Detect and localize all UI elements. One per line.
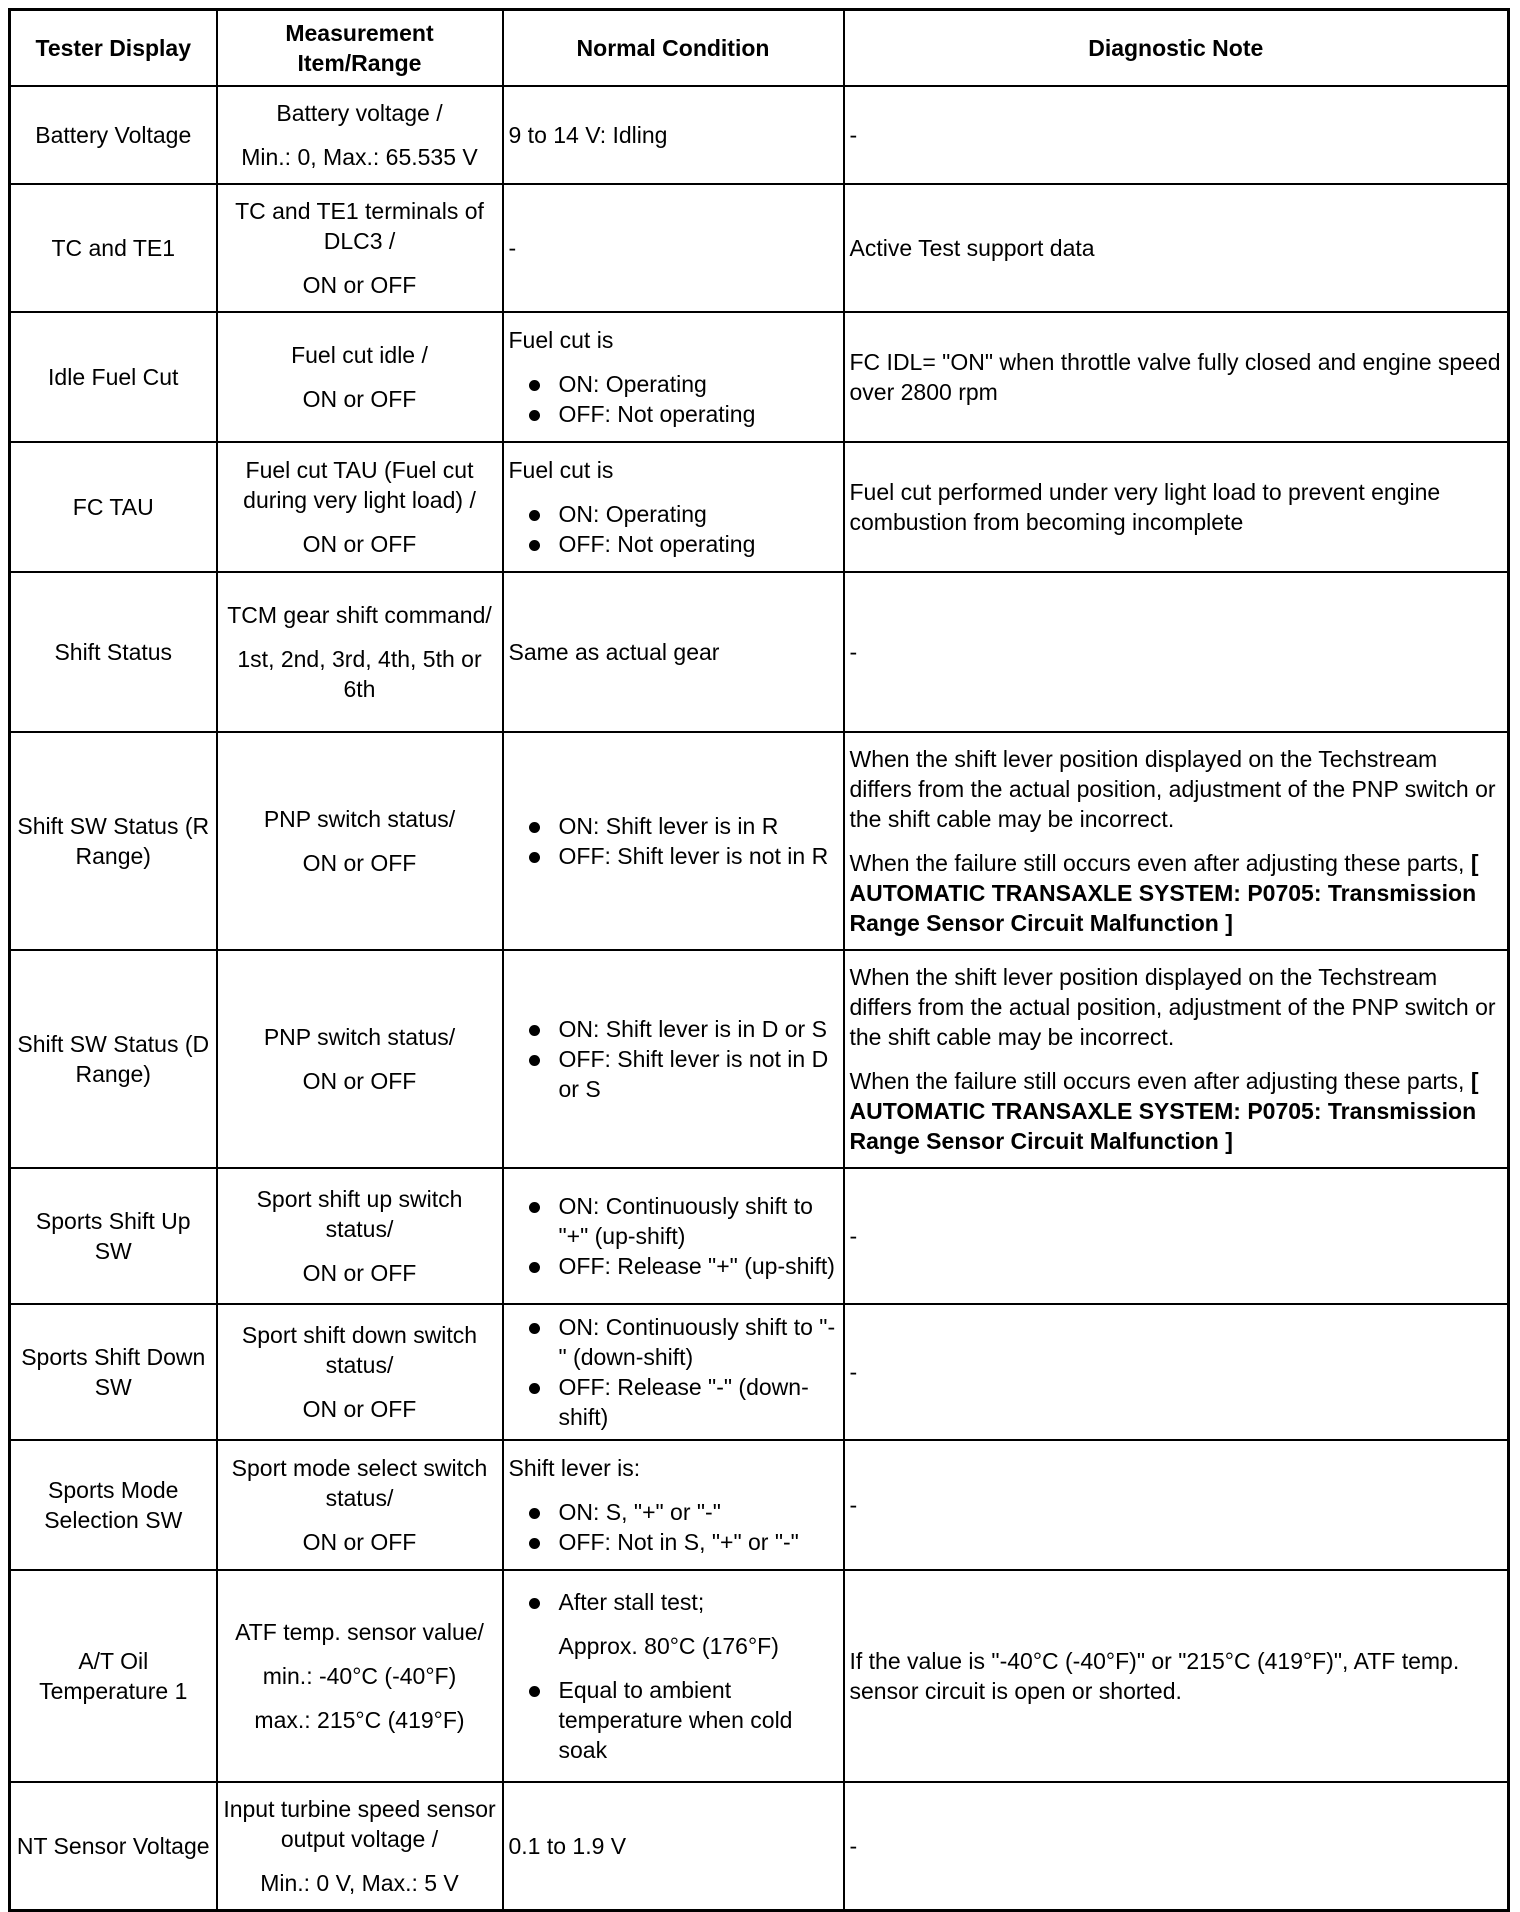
measurement-line: ATF temp. sensor value/ [235,1619,484,1645]
normal-bullet-list [509,1587,838,1617]
normal-condition-cell [503,442,844,572]
measurement-cell [217,86,503,184]
list-item: ON: Continuously shift to "-" (down-shift) [509,1312,838,1372]
list-item: ON: Shift lever is in D or S [509,1014,838,1044]
tester-display-cell: Sports Shift Up SW [10,1168,217,1304]
table-row [10,1570,1509,1782]
table-header-row [10,10,1509,87]
tester-display-cell: Shift Status [10,572,217,732]
diagnostic-note-cell: Fuel cut performed under very light load to prevent engine combustion from becoming incomplete [844,442,1509,572]
list-item: Equal to ambient temperature when cold soak [509,1675,838,1765]
list-item: ON: S, "+" or "-" [509,1497,838,1527]
list-item: ON: Shift lever is in R [509,811,838,841]
diagnostic-note-cell: - [844,1304,1509,1440]
tester-display-cell: A/T Oil Temperature 1 [10,1570,217,1782]
normal-intro: Fuel cut is [508,327,614,353]
normal-condition-cell [503,1440,844,1570]
diagnostic-note-cell: - [844,1440,1509,1570]
normal-condition-cell [503,732,844,950]
list-item: OFF: Release "+" (up-shift) [509,1251,838,1281]
list-item: OFF: Release "-" (down-shift) [509,1372,838,1432]
measurement-range: ON or OFF [302,386,417,412]
tester-display-cell: Idle Fuel Cut [10,312,217,442]
normal-bullet-list [509,1675,838,1765]
table-row [10,184,1509,312]
list-item: ON: Operating [509,499,838,529]
measurement-range: ON or OFF [302,1260,417,1286]
measurement-line: TC and TE1 terminals of DLC3 / [235,198,484,254]
measurement-max: max.: 215°C (419°F) [254,1707,465,1733]
diagnostic-note-cell: - [844,572,1509,732]
measurement-cell [217,1570,503,1782]
note-paragraph: When the shift lever position displayed on the Techstream differs from the actual position, adjustment of the PNP switch or the shift cable may be incorrect. [849,964,1496,1050]
header-diagnostic-note: Diagnostic Note [844,10,1509,87]
normal-bullet-list [509,369,838,429]
tester-display-cell: Sports Mode Selection SW [10,1440,217,1570]
normal-intro: Shift lever is: [508,1455,641,1481]
tester-display-cell: NT Sensor Voltage [10,1782,217,1910]
measurement-range: ON or OFF [302,1068,417,1094]
list-item: ON: Continuously shift to "+" (up-shift) [509,1191,838,1251]
measurement-cell [217,1440,503,1570]
measurement-line: PNP switch status/ [263,806,456,832]
normal-bullet-list [509,499,838,559]
tester-display-cell: TC and TE1 [10,184,217,312]
measurement-range: ON or OFF [302,1396,417,1422]
measurement-cell [217,1304,503,1440]
measurement-cell [217,1782,503,1910]
measurement-line: Battery voltage / [276,100,443,126]
measurement-cell [217,732,503,950]
tester-display-cell: Sports Shift Down SW [10,1304,217,1440]
diagnostic-note-cell: If the value is "-40°C (-40°F)" or "215°C (419°F)", ATF temp. sensor circuit is open or shorted. [844,1570,1509,1782]
normal-condition-cell: 0.1 to 1.9 V [503,1782,844,1910]
measurement-cell [217,572,503,732]
measurement-line: Sport shift up switch status/ [256,1186,463,1242]
normal-bullet-list [509,811,838,871]
normal-bullet-list [509,1191,838,1281]
measurement-cell [217,442,503,572]
table-row [10,312,1509,442]
measurement-range: ON or OFF [302,531,417,557]
measurement-range: 1st, 2nd, 3rd, 4th, 5th or 6th [237,646,482,702]
measurement-line: TCM gear shift command/ [227,602,492,628]
table-row [10,572,1509,732]
diagnostic-note-cell: - [844,1782,1509,1910]
note-reference-link[interactable]: [ AUTOMATIC TRANSAXLE SYSTEM: P0705: Transmission Range Sensor Circuit Malfunction ] [849,850,1479,936]
list-item: ON: Operating [509,369,838,399]
table-row [10,1782,1509,1910]
normal-sub-value: Approx. 80°C (176°F) [558,1633,779,1659]
normal-condition-cell [503,950,844,1168]
note-paragraph: When the failure still occurs even after adjusting these parts, [849,1068,1471,1094]
measurement-range: ON or OFF [302,1529,417,1555]
normal-condition-cell [503,1304,844,1440]
note-paragraph: When the failure still occurs even after adjusting these parts, [849,850,1471,876]
table-row [10,1304,1509,1440]
table-row [10,1440,1509,1570]
measurement-cell [217,312,503,442]
measurement-range: ON or OFF [302,850,417,876]
measurement-cell [217,950,503,1168]
measurement-range: Min.: 0 V, Max.: 5 V [260,1869,459,1896]
measurement-line: Input turbine speed sensor output voltage / [223,1795,496,1852]
list-item: OFF: Not operating [509,529,838,559]
normal-bullet-list [509,1014,838,1104]
list-item: OFF: Shift lever is not in D or S [509,1044,838,1104]
diagnostic-note-cell [844,732,1509,950]
measurement-range: ON or OFF [302,272,417,298]
list-item: OFF: Shift lever is not in R [509,841,838,871]
normal-bullet-list [509,1497,838,1557]
measurement-min: min.: -40°C (-40°F) [262,1663,457,1689]
normal-condition-cell [503,1570,844,1782]
header-measurement: Measurement Item/Range [217,10,503,87]
list-item: After stall test; [509,1587,838,1617]
measurement-line: Sport shift down switch status/ [241,1322,478,1378]
measurement-line: PNP switch status/ [263,1024,456,1050]
note-reference-link[interactable]: [ AUTOMATIC TRANSAXLE SYSTEM: P0705: Transmission Range Sensor Circuit Malfunction ] [849,1068,1479,1154]
diagnostic-data-table [8,8,1510,1912]
note-paragraph: When the shift lever position displayed on the Techstream differs from the actual position, adjustment of the PNP switch or the shift cable may be incorrect. [849,746,1496,832]
tester-display-cell: Shift SW Status (R Range) [10,732,217,950]
measurement-line: Fuel cut idle / [291,342,428,368]
table-row [10,732,1509,950]
diagnostic-note-cell: Active Test support data [844,184,1509,312]
header-normal-condition: Normal Condition [503,10,844,87]
measurement-line: Sport mode select switch status/ [231,1455,488,1511]
tester-display-cell: FC TAU [10,442,217,572]
diagnostic-note-cell: - [844,86,1509,184]
measurement-range: Min.: 0, Max.: 65.535 V [241,144,478,170]
table-row [10,442,1509,572]
normal-condition-cell [503,312,844,442]
measurement-line: Fuel cut TAU (Fuel cut during very light load) / [243,457,476,513]
diagnostic-note-cell: - [844,1168,1509,1304]
normal-condition-cell: 9 to 14 V: Idling [503,86,844,184]
table-row [10,86,1509,184]
normal-condition-cell [503,1168,844,1304]
list-item: OFF: Not in S, "+" or "-" [509,1527,838,1557]
diagnostic-note-cell: FC IDL= "ON" when throttle valve fully closed and engine speed over 2800 rpm [844,312,1509,442]
normal-intro: Fuel cut is [508,457,614,483]
normal-condition-cell: Same as actual gear [503,572,844,732]
table-row [10,1168,1509,1304]
measurement-cell [217,1168,503,1304]
tester-display-cell: Battery Voltage [10,86,217,184]
measurement-cell [217,184,503,312]
normal-condition-cell: - [503,184,844,312]
normal-bullet-list [509,1312,838,1432]
list-item: OFF: Not operating [509,399,838,429]
diagnostic-note-cell [844,950,1509,1168]
tester-display-cell: Shift SW Status (D Range) [10,950,217,1168]
header-tester-display: Tester Display [10,10,217,87]
table-row [10,950,1509,1168]
